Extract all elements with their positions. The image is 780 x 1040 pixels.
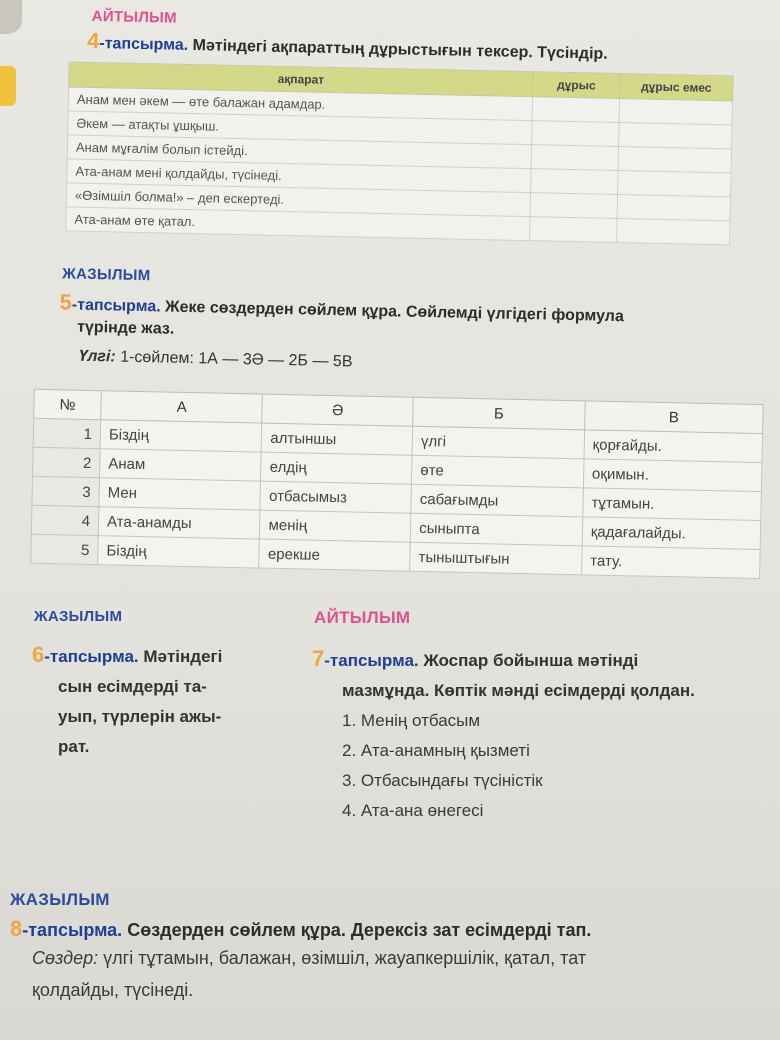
task-7-block — [312, 644, 780, 826]
task-6-block — [32, 640, 282, 762]
words-line-1: үлгі тұтамын, балажан, өзімшіл, жауапкершілік, қатал, тат — [103, 948, 587, 968]
task-7-label: -тапсырма. — [324, 651, 419, 670]
info-cell: Анам мұғалім болып істейді. — [67, 135, 531, 169]
task-6-line-4: рат. — [58, 737, 90, 756]
model-label: Үлгі: — [78, 347, 116, 366]
row-number: 2 — [33, 447, 101, 477]
cell-ae: отбасымыз — [260, 481, 411, 513]
row-number: 1 — [33, 418, 101, 448]
task-7-line-2: мазмұнда. Көптік мәнді есімдерді қолдан. — [342, 681, 695, 700]
cell-a: Біздің — [98, 536, 260, 568]
model-text: 1-сөйлем: 1А — 3Ә — 2Б — 5В — [119, 348, 353, 371]
incorrect-cell[interactable] — [618, 170, 731, 196]
cell-b: тыныштығын — [410, 542, 582, 575]
task-8-label: -тапсырма. — [22, 920, 123, 940]
cell-b: өте — [412, 455, 584, 488]
plan-item-4: 4. Ата-ана өнегесі — [342, 801, 484, 820]
task-4-label: -тапсырма. — [99, 35, 189, 54]
incorrect-cell[interactable] — [619, 122, 732, 148]
task-4-text: Мәтіндегі ақпараттың дұрыстығын тексер. Түсіндір. — [192, 37, 608, 63]
cell-a: Анам — [100, 449, 262, 481]
section-label-zhazylym-3: ЖАЗЫЛЫМ — [10, 890, 110, 909]
cell-a: Мен — [99, 478, 261, 510]
task-4-heading — [86, 27, 608, 66]
task-5-number: 5 — [59, 289, 73, 315]
words-label: Сөздер: — [32, 948, 99, 968]
section-label-zhazylym: ЖАЗЫЛЫМ — [62, 265, 151, 285]
row-number: 3 — [32, 476, 100, 506]
section-label-aytylym: АЙТЫЛЫМ — [91, 7, 178, 27]
cell-a: Ата-анамды — [98, 507, 260, 539]
info-cell: Ата-анам өте қатал. — [66, 207, 530, 241]
info-cell: Ата-анам мені қолдайды, түсінеді. — [67, 159, 531, 193]
section-label-zhazylym-2: ЖАЗЫЛЫМ — [34, 608, 123, 625]
correct-cell[interactable] — [530, 193, 617, 219]
col-header-b: Б — [413, 397, 585, 430]
cell-v: оқимын. — [583, 459, 762, 492]
task-8-words — [10, 942, 780, 974]
task-5-table — [30, 389, 764, 579]
col-header-info: ақпарат — [69, 62, 533, 97]
task-6-number: 6 — [32, 642, 45, 667]
info-cell: «Өзімшіл болма!» – деп ескертеді. — [66, 183, 530, 217]
correct-cell[interactable] — [531, 145, 618, 171]
plan-item-2: 2. Ата-анамның қызметі — [342, 741, 530, 760]
task-4-table — [65, 61, 733, 245]
cell-v: тұтамын. — [583, 488, 762, 521]
cell-b: үлгі — [412, 426, 584, 459]
cell-ae: ерекше — [259, 539, 410, 571]
task-5-model — [78, 348, 352, 372]
cell-v: қадағалайды. — [582, 517, 761, 550]
cell-ae: алтыншы — [262, 423, 413, 455]
correct-cell[interactable] — [530, 217, 617, 243]
section-label-aytylym-2: АЙТЫЛЫМ — [314, 608, 411, 627]
col-header-a: А — [101, 391, 263, 423]
row-number: 5 — [31, 534, 99, 564]
task-5-label: -тапсырма. — [71, 296, 161, 316]
task-8-text: Сөздерден сөйлем құра. Дерексіз зат есімдерді тап. — [127, 920, 592, 940]
correct-cell[interactable] — [532, 97, 619, 123]
col-header-v: В — [584, 401, 763, 434]
task-5-text-2: түрінде жаз. — [76, 318, 175, 338]
task-8-heading — [10, 916, 780, 942]
task-6-line-1: Мәтіндегі — [143, 647, 223, 666]
task-5-text-1: Жеке сөздерден сөйлем құра. Сөйлемді үлгідегі формула — [164, 298, 625, 326]
row-number: 4 — [31, 505, 99, 535]
task-8-block — [10, 890, 780, 1006]
cell-b: сыныпта — [410, 513, 582, 546]
task-6-line-3: уып, түрлерін ажы- — [58, 707, 222, 726]
cell-v: тату. — [581, 546, 760, 579]
correct-cell[interactable] — [531, 169, 618, 195]
incorrect-cell[interactable] — [617, 194, 730, 220]
incorrect-cell[interactable] — [617, 218, 730, 244]
correct-cell[interactable] — [532, 121, 619, 147]
plan-item-1: 1. Менің отбасым — [342, 711, 481, 730]
col-header-ae: Ә — [262, 394, 413, 426]
col-header-correct: дұрыс — [533, 72, 621, 99]
task-5-heading — [59, 291, 740, 352]
task-7-number: 7 — [312, 646, 325, 671]
plan-item-3: 3. Отбасындағы түсіністік — [342, 771, 543, 790]
words-line-2: қолдайды, түсінеді. — [32, 980, 194, 1000]
incorrect-cell[interactable] — [619, 98, 732, 124]
cell-ae: елдің — [261, 452, 412, 484]
task-6-line-2: сын есімдерді та- — [58, 677, 207, 696]
col-header-incorrect: дұрыс емес — [620, 74, 733, 101]
cell-v: қорғайды. — [584, 430, 763, 463]
task-4-number: 4 — [86, 27, 100, 54]
col-header-number: № — [34, 389, 102, 419]
cell-b: сабағымды — [411, 484, 583, 517]
incorrect-cell[interactable] — [618, 146, 731, 172]
info-cell: Анам мен әкем — өте балажан адамдар. — [68, 87, 532, 121]
task-8-number: 8 — [10, 916, 23, 941]
task-7-line-1: Жоспар бойынша мәтінді — [423, 651, 639, 670]
task-6-label: -тапсырма. — [44, 647, 139, 666]
cell-a: Біздің — [100, 420, 262, 452]
info-cell: Әкем — атақты ұшқыш. — [68, 111, 532, 145]
cell-ae: менің — [260, 510, 411, 542]
